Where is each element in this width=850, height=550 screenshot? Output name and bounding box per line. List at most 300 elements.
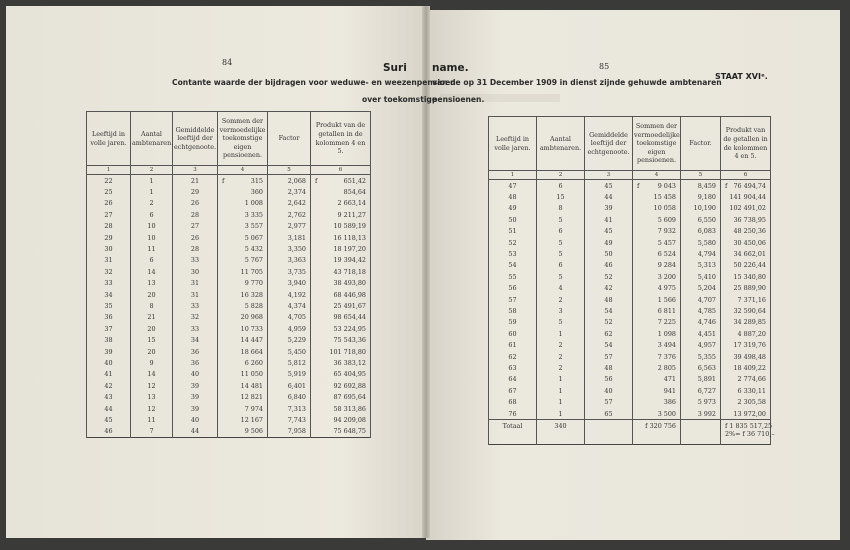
cell-value: 67 [508,386,517,395]
cell-value: 40 [190,415,200,424]
cell-value: 4,192 [287,290,306,299]
cell-value: 29 [190,188,200,197]
table-row [87,312,371,323]
table-row [489,362,771,373]
cell-value: 6 524 [657,250,676,259]
table-cell [218,255,268,266]
table-cell [268,243,311,254]
table-cell [268,334,311,345]
table-cell [87,221,131,232]
cell-value: 22 [104,176,113,185]
table-cell [681,226,721,237]
table-cell [311,426,371,438]
cell-value: 5,355 [697,352,716,361]
cell-value: 34 [104,290,113,299]
table-cell [585,180,633,192]
cell-value: 40 [604,386,613,395]
cell-value: 1 008 [244,199,263,208]
cell-value: 5,450 [287,347,306,356]
table-cell [311,255,371,266]
table-cell [268,403,311,414]
table-cell [633,374,681,385]
table-cell [585,385,633,396]
table-row [87,426,371,438]
table-cell [218,334,268,345]
cell-value: 5 067 [244,233,263,242]
table-cell [721,271,771,282]
table-cell [633,260,681,271]
cell-value: 101 718,80 [329,347,366,356]
table-cell [585,191,633,202]
table-row [87,198,371,209]
table-cell [311,300,371,311]
cell-value: 2 305,58 [737,398,766,407]
table-cell [268,221,311,232]
table-cell [585,203,633,214]
cell-value: 20 [147,290,156,299]
cell-value: 49 [604,238,613,247]
table-cell [131,323,173,334]
cell-value: 854,64 [343,188,366,197]
table-cell [131,278,173,289]
table-cell [537,317,585,328]
cell-value: 9 284 [657,261,676,270]
cell-value: 5,410 [697,272,716,281]
cell-value: 5 767 [244,256,263,265]
cell-value: 1 [558,409,563,418]
cell-value: 41 [604,215,613,224]
cell-value: 36 [190,347,200,356]
cell-value: 33 [104,279,113,288]
table-row [489,283,771,294]
cell-value: 6,840 [287,393,306,402]
cell-value: 32 [104,267,113,276]
table-cell [537,339,585,350]
cell-value: 7,743 [287,415,306,424]
table-cell [585,237,633,248]
cell-value: 141 904,44 [729,193,766,202]
cell-value: 19 394,42 [333,256,366,265]
cell-value: 98 654,44 [333,313,366,322]
table-cell [585,396,633,407]
table-cell [173,369,218,380]
table-cell [131,300,173,311]
cell-value: 76 494,74 [733,181,766,190]
table-cell [633,396,681,407]
cell-value: 26 [190,233,200,242]
currency-symbol: f [222,176,225,185]
table-cell [681,248,721,259]
table-cell [681,191,721,202]
table-cell [585,283,633,294]
cell-value: 14 [147,267,156,276]
cell-value: 35 [104,301,113,310]
table-cell [311,221,371,232]
cell-value: 3 [558,306,563,315]
table-row [489,271,771,282]
table-cell [311,369,371,380]
table-cell [87,289,131,300]
table-cell [585,248,633,259]
column-index-4: 4 [218,166,268,175]
table-cell [681,294,721,305]
cell-value: 7 932 [657,227,676,236]
cell-value: 5 457 [657,238,676,247]
cell-value: 41 [104,370,113,379]
table-cell [173,300,218,311]
cell-value: 68 [508,398,517,407]
table-cell [721,328,771,339]
table-cell [218,414,268,425]
table-row [489,237,771,248]
total-sum [633,420,681,445]
cell-value: 37 [104,324,113,333]
cell-value: 36 [104,313,113,322]
column-index-4: 4 [633,171,681,180]
table-cell [633,271,681,282]
left-column-index-row [87,166,371,175]
cell-value: 1 [558,375,563,384]
cell-value: 54 [604,306,613,315]
cell-value: 15 [147,336,156,345]
table-cell [633,328,681,339]
table-cell [218,403,268,414]
table-row [87,380,371,391]
table-cell [537,351,585,362]
cell-value: 65 404,95 [333,370,366,379]
column-index-1: 1 [489,171,537,180]
cell-value: 16 118,13 [333,233,366,242]
table-row [489,248,771,259]
cell-value: 54 [508,261,517,270]
cell-value: 57 [604,398,613,407]
cell-value: 48 [604,295,613,304]
table-cell [87,369,131,380]
cell-value: 15 [556,193,565,202]
cell-value: 45 [604,181,613,190]
table-cell [218,232,268,243]
table-cell [311,278,371,289]
table-row [489,180,771,192]
table-cell [131,334,173,345]
table-cell [131,266,173,277]
table-cell [585,339,633,350]
cell-value: 4 [558,284,563,293]
cell-value: 1 [558,398,563,407]
table-cell [489,283,537,294]
cell-value: 102 491,02 [729,204,766,213]
table-cell [721,294,771,305]
cell-value: 8,459 [697,181,716,190]
table-cell [633,305,681,316]
table-cell [173,323,218,334]
cell-value: 6 260 [244,358,263,367]
right-header-row [489,117,771,171]
table-cell [218,198,268,209]
table-cell [633,214,681,225]
table-cell [489,237,537,248]
cell-value: 12 [147,404,156,413]
table-cell [131,289,173,300]
table-cell [633,226,681,237]
cell-value: 471 [663,375,676,384]
table-cell [489,203,537,214]
table-cell [681,305,721,316]
cell-value: 2 774,66 [737,375,766,384]
table-cell [173,255,218,266]
total-label-value: Totaal [502,422,523,431]
cell-value: 58 [508,306,517,315]
table-cell [173,391,218,402]
cell-value: 33 [190,301,200,310]
table-cell [537,408,585,420]
table-cell [585,362,633,373]
table-cell [268,357,311,368]
table-cell [173,357,218,368]
table-cell [87,209,131,220]
total-empty [585,420,633,445]
table-cell [585,294,633,305]
total-product-value: f 1 835 517,25 [725,422,773,431]
cell-value: 5 [558,250,563,259]
cell-value: 5,812 [287,358,306,367]
cell-value: 32 590,64 [733,306,766,315]
cell-value: 39 [190,393,200,402]
cell-value: 9 043 [657,181,676,190]
table-cell [537,191,585,202]
table-cell [87,414,131,425]
table-cell [681,385,721,396]
table-cell [173,403,218,414]
table-cell [537,374,585,385]
cell-value: 5 [558,272,563,281]
table-cell [537,271,585,282]
table-cell [489,351,537,362]
table-cell [131,198,173,209]
cell-value: 52 [604,272,613,281]
cell-value: 13 [147,279,156,288]
cell-value: 49 [508,204,517,213]
cell-value: 50 [508,215,517,224]
table-cell [537,237,585,248]
table-cell [268,380,311,391]
table-cell [173,312,218,323]
table-cell [311,312,371,323]
table-row [87,289,371,300]
table-cell [489,180,537,192]
cell-value: 4,746 [697,318,716,327]
table-cell [218,289,268,300]
table-cell [537,248,585,259]
table-cell [633,385,681,396]
table-cell [131,221,173,232]
cell-value: 3 200 [657,272,676,281]
column-index-3: 3 [173,166,218,175]
table-cell [681,283,721,294]
table-cell [131,380,173,391]
table-cell [721,191,771,202]
table-cell [173,278,218,289]
table-cell [633,203,681,214]
table-cell [633,294,681,305]
table-cell [721,283,771,294]
cell-value: 9 211,27 [337,210,366,219]
cell-value: 33 [190,324,200,333]
cell-value: 40 [104,358,113,367]
cell-value: 7 974 [244,404,263,413]
left-header-col-2: Aantal ambtenaren. [131,112,173,166]
table-cell [633,362,681,373]
table-cell [721,237,771,248]
cell-value: 64 [508,375,517,384]
table-cell [218,380,268,391]
table-cell [131,255,173,266]
cell-value: 12 [147,381,156,390]
table-cell [268,289,311,300]
table-row [87,232,371,243]
cell-value: 26 [190,199,200,208]
total-product-note: 2%= f 36 710,– [725,430,775,439]
cell-value: 30 [190,267,200,276]
left-header-col-1: Leeftijd in volle jaren. [87,112,131,166]
cell-value: 7 [149,427,154,436]
cell-value: 36 383,12 [333,358,366,367]
cell-value: 4,794 [697,250,716,259]
table-cell [311,380,371,391]
cell-value: 48 [604,363,613,372]
table-cell [311,391,371,402]
table-cell [633,283,681,294]
table-cell [131,369,173,380]
table-cell [173,198,218,209]
table-cell [173,380,218,391]
table-cell [311,232,371,243]
table-cell [218,323,268,334]
table-cell [268,255,311,266]
cell-value: 48 [508,193,517,202]
table-cell [681,237,721,248]
cell-value: 11 050 [240,370,263,379]
table-cell [131,175,173,187]
cell-value: 5 432 [244,245,263,254]
cell-value: 15 458 [653,193,676,202]
cell-value: 25 491,67 [333,301,366,310]
table-row [489,305,771,316]
cell-value: 4,451 [697,329,716,338]
table-cell [585,374,633,385]
cell-value: 3 992 [697,409,716,418]
column-index-6: 6 [311,166,371,175]
cell-value: 45 [604,227,613,236]
left-subtitle-line1: Contante waarde der bijdragen voor weduwe- en weezenpensioen [172,78,456,87]
table-cell [311,323,371,334]
cell-value: 76 [508,409,517,418]
table-cell [721,214,771,225]
table-cell [633,339,681,350]
cell-value: 62 [508,352,517,361]
cell-value: 46 [104,427,113,436]
table-cell [537,180,585,192]
total-empty [681,420,721,445]
table-cell [537,226,585,237]
table-cell [489,294,537,305]
table-cell [585,408,633,420]
table-cell [131,403,173,414]
table-cell [311,175,371,187]
cell-value: 18 197,20 [333,245,366,254]
cell-value: 1 098 [657,329,676,338]
table-cell [173,221,218,232]
table-cell [311,243,371,254]
table-cell [681,339,721,350]
cell-value: 7 225 [657,318,676,327]
table-cell [131,312,173,323]
cell-value: 6,083 [697,227,716,236]
table-cell [721,203,771,214]
table-cell [218,266,268,277]
cell-value: 12 167 [240,415,263,424]
cell-value: 31 [190,279,200,288]
cell-value: 5,891 [697,375,716,384]
table-cell [489,226,537,237]
cell-value: 63 [508,363,517,372]
cell-value: 55 [508,272,517,281]
table-cell [87,266,131,277]
table-cell [537,203,585,214]
cell-value: 5 828 [244,301,263,310]
table-row [87,334,371,345]
cell-value: 11 [147,245,156,254]
cell-value: 2,374 [287,188,306,197]
table-row [87,323,371,334]
table-cell [721,351,771,362]
cell-value: 38 [104,336,113,345]
cell-value: 40 [190,370,200,379]
table-cell [218,391,268,402]
table-cell [489,374,537,385]
table-row [489,294,771,305]
table-cell [218,175,268,187]
cell-value: 2,642 [287,199,306,208]
table-row [87,243,371,254]
table-cell [633,317,681,328]
right-header-col-1: Leeftijd in volle jaren. [489,117,537,171]
total-sum-value: f 320 756 [645,422,676,431]
cell-value: 1 566 [657,295,676,304]
table-cell [218,426,268,438]
table-cell [585,305,633,316]
table-cell [173,426,218,438]
table-cell [633,180,681,192]
table-cell [173,186,218,197]
table-row [489,226,771,237]
cell-value: 8 [149,301,154,310]
cell-value: 9 506 [244,427,263,436]
cell-value: 94 209,08 [333,415,366,424]
table-cell [311,186,371,197]
cell-value: 27 [190,222,200,231]
table-cell [218,346,268,357]
right-column-index-row [489,171,771,180]
cell-value: 6 [149,256,154,265]
cell-value: 5,580 [697,238,716,247]
cell-value: 68 446,98 [333,290,366,299]
table-cell [681,396,721,407]
table-cell [173,414,218,425]
cell-value: 1 [149,176,154,185]
cell-value: 360 [250,188,263,197]
left-data-table [86,111,371,438]
